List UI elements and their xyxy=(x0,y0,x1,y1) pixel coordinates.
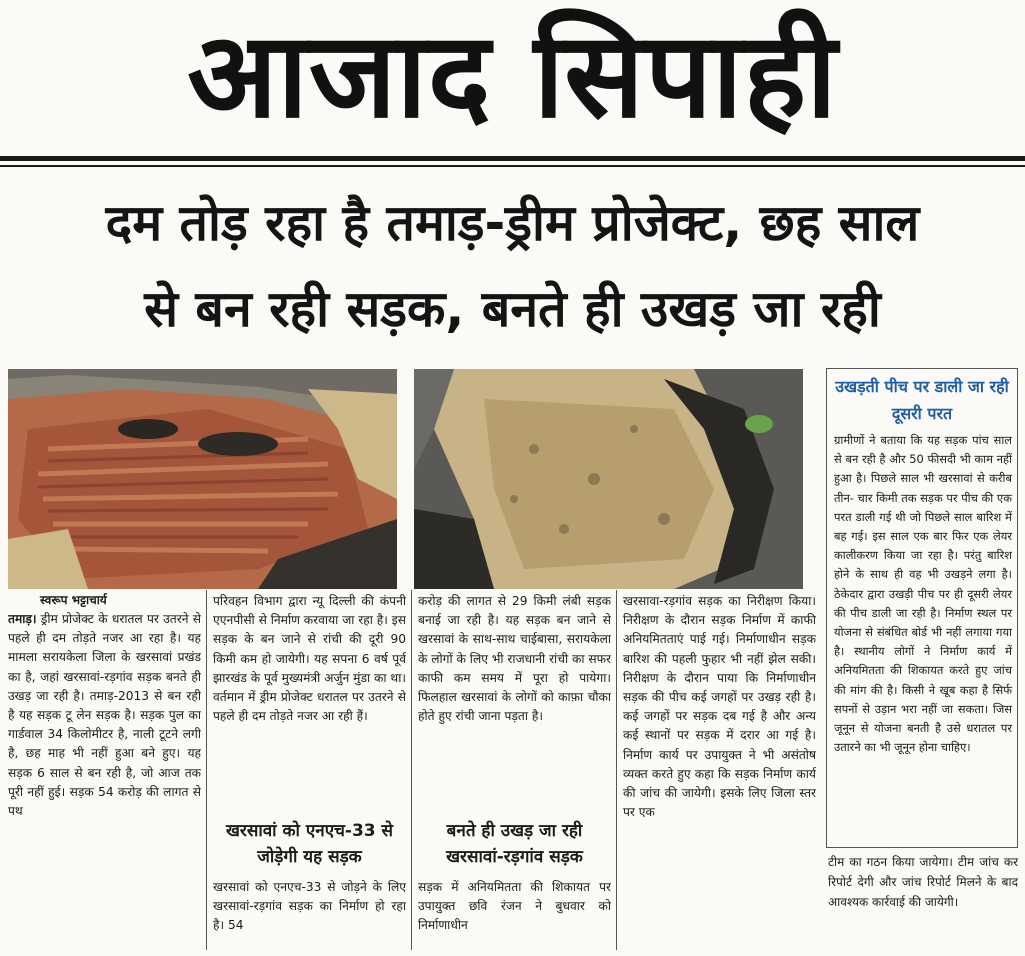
column-divider xyxy=(616,590,617,950)
masthead xyxy=(0,0,1025,155)
article-column-1 xyxy=(8,610,201,940)
headline xyxy=(0,180,1025,352)
column-divider xyxy=(411,590,412,950)
column-2-subhead: खरसावां को एनएच-33 से जोड़ेगी यह सड़क xyxy=(225,821,394,867)
sidebar-box xyxy=(826,368,1018,848)
column-divider xyxy=(206,590,207,950)
headline-line-2: से बन रही सड़क, बनते ही उखड़ जा रही xyxy=(144,280,881,338)
column-4-text: खरसावा-रड़गांव सड़क का निरीक्षण किया। निरीक्षण के दौरान सड़क निर्माण में काफी अनियमितताएं पाई गई। निर्माणाधीन सड़क बारिश की पहली फुहार भी नहीं झेल सकी। निरीक्षण के दौरान पाया कि निर्माणाधीन सड़क की पीच कई जगहों पर उखड़ रही है। कई जगहों पर सड़क दब गई है और अन्य कई स्थानों पर सड़क में दरार आ गई है। निर्माण कार्य पर उपायुक्त ने भी असंतोष व्यक्त करते हुए कहा कि सड़क निर्माण कार्य की जांच की जायेगी। इसके लिए जिला स्तर पर एक xyxy=(623,594,816,820)
article-column-2 xyxy=(213,592,406,812)
article-column-4 xyxy=(623,592,816,942)
sidebar-body: ग्रामीणों ने बताया कि यह सड़क पांच साल से बन रही है और 50 फीसदी भी काम नहीं हुआ है। पिछले साल भी खरसावां से करीब तीन- चार किमी तक सड़क पर पीच की एक परत डाली गई थी जो पिछले साल बारिश में बह गई। इस साल एक बार फिर एक लेयर कालीकरण किया जा रहा है। परंतु बारिश होने के साथ ही वह भी उखड़ने लगा है। ठेकेदार द्वारा उखड़ी पीच पर ही दूसरी लेयर की पीच डाली जा रही है। निर्माण स्थल पर योजना से संबंधित बोर्ड भी नहीं लगाया गया है। स्थानीय लोगों ने निर्माण कार्य में अनियमितता की शिकायत करते हुए जांच की मांग की है। किसी ने खूब कहा है सिर्फ सपनों से उड़ान भरा नहीं जा सकता। जिस जूनून से योजना बनती है उसे धरातल पर उतारने का भी जूनून होना चाहिए। xyxy=(834,433,1012,755)
column-5-tail: टीम का गठन किया जायेगा। टीम जांच कर रिपोर्ट देगी और जांच रिपोर्ट मिलने के बाद आवश्यक कार्रवाई की जायेगी। xyxy=(828,855,1018,909)
article-column-3 xyxy=(418,592,611,812)
headline-line-1: दम तोड़ रहा है तमाड़-ड्रीम प्रोजेक्ट, छह साल xyxy=(105,194,920,252)
article-column-2-continued xyxy=(213,878,406,940)
masthead-rule-thin xyxy=(0,165,1025,167)
column-2-text-after: खरसावां को एनएच-33 से जोड़ने के लिए खरसावां-रड़गांव सड़क का निर्माण हो रहा है। 54 xyxy=(213,880,406,933)
photo-broken-road-1 xyxy=(8,369,397,589)
column-3-subhead: बनते ही उखड़ जा रही खरसावां-रड़गांव सड़क xyxy=(446,821,583,867)
column-3-text-after: सड़क में अनियमितता की शिकायत पर उपायुक्त छवि रंजन ने बुधवार को निर्माणाधीन xyxy=(418,880,611,933)
dateline: तमाड़। xyxy=(8,612,37,626)
column-2-text: परिवहन विभाग द्वारा न्यू दिल्ली की कंपनी एएनपीसी से निर्माण करवाया जा रहा है। इस सड़क के बन जाने से रांची की दूरी 90 किमी कम हो जायेगी। यह सपना 6 वर्ष पूर्व झारखंड के पूर्व मुख्यमंत्री अर्जुन मुंडा का था। वर्तमान में ड्रीम प्रोजेक्ट धरातल पर उतरने से पहले ही दम तोड़ते नजर आ रही हैं। xyxy=(213,594,406,724)
sidebar-heading: उखड़ती पीच पर डाली जा रही दूसरी परत xyxy=(835,377,1009,423)
article-column-3-continued xyxy=(418,878,611,940)
byline: स्वरूप भट्टाचार्य xyxy=(40,593,107,607)
masthead-title: आजाद सिपाही xyxy=(187,6,838,144)
photo-broken-road-2 xyxy=(414,369,803,589)
column-1-text: ड्रीम प्रोजेक्ट के धरातल पर उतरने से पहले ही दम तोड़ते नजर आ रहा है। यह मामला सरायकेला जिला के खरसावां प्रखंड का है, जहां खरसावां-रड़गांव सड़क बनते ही उखड़ जा रही है। तमाड़-2013 से बन रही है यह सड़क टू लेन सड़क है। सड़क पुल का गार्डवाल 34 किलोमीटर है, नाली टूटने लगी है, छह माह भी नहीं हुआ बने हुए। यह सड़क 6 साल से बन रही है, जो आज तक पूरी नहीं हुई। सड़क 54 करोड़ की लागत से पथ xyxy=(8,612,201,819)
column-3-text: करोड़ की लागत से 29 किमी लंबी सड़क बनाई जा रही है। यह सड़क बन जाने से खरसावां के साथ-साथ चाईबासा, सरायकेला के लोगों के लिए भी राजधानी रांची का सफर काफी कम समय में पूरा हो पायेगा। फिलहाल खरसावां के लोगों को काफ़ा चौका होते हुए रांची जाना पड़ता है। xyxy=(418,594,611,724)
masthead-rule xyxy=(0,156,1025,161)
